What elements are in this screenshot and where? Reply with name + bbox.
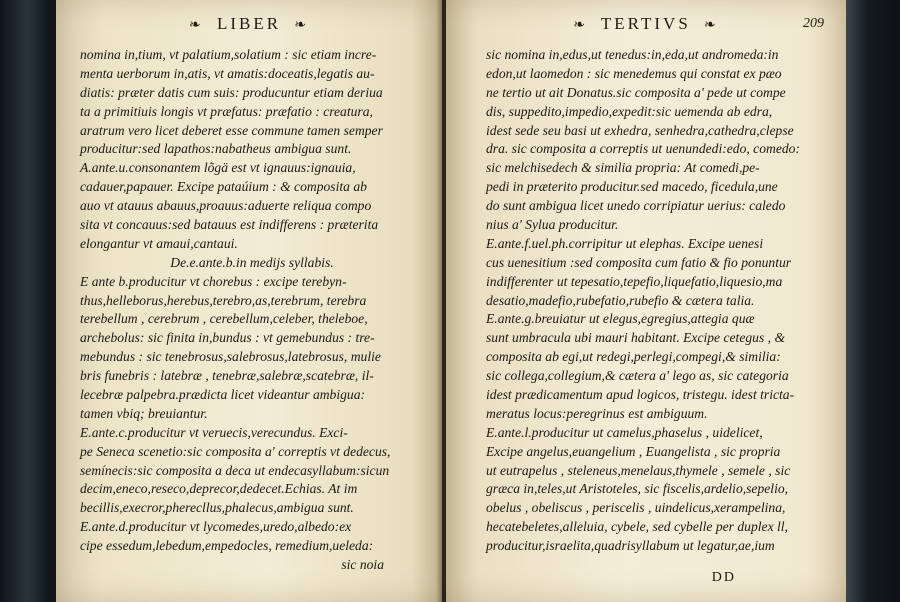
fleuron-icon: ❧ xyxy=(704,18,719,33)
text-line: ut eutrapelus , steleneus,menelaus,thymele , semele , sic xyxy=(486,462,791,478)
text-line: desatio,madefio,rubefatio,rubefio & cætera talia. xyxy=(486,292,755,308)
text-line: producitur:sed lapathos:nabatheus ambigua sunt. xyxy=(80,141,352,157)
fleuron-icon: ❧ xyxy=(294,18,310,33)
text-line: diatis: præter datis cum suis: producuntur etiam deriua xyxy=(80,84,383,100)
fleuron-icon: ❧ xyxy=(188,18,204,33)
text-line: aratrum vero licet deberet esse commune tamen semper xyxy=(80,122,383,138)
text-line: bris funebris : latebræ , tenebræ,salebræ,scatebræ, il- xyxy=(80,368,374,384)
text-line: hecatebeletes,alleluia, cybele, sed cybelle per duplex ll, xyxy=(486,519,788,535)
text-line: græca in,teles,ut Aristoteles, sic fiscelis,ardelio,sepelio, xyxy=(486,481,789,497)
text-line: cadauer,papauer. Excipe pataúium : & composita ab xyxy=(80,179,367,195)
left-page-text xyxy=(80,46,424,575)
text-line: do sunt ambigua licet unedo corripiatur uerius: caledo xyxy=(486,198,786,214)
text-line: composita ab egi,ut redegi,perlegi,compegi,& similia: xyxy=(486,349,781,365)
text-line: edon,ut laomedon : sic menedemus qui constat ex pæo xyxy=(486,65,782,81)
text-line: meratus locus:peregrinus est ambiguum. xyxy=(486,405,708,421)
text-line: sita vt concauus:sed batauus est indifferens : præterita xyxy=(80,217,379,233)
text-line: decim,eneco,reseco,deprecor,dedecet.Echias. At im xyxy=(80,481,358,497)
text-line: E.ante.g.breuiatur ut elegus,egregius,attegia quæ xyxy=(486,311,755,327)
text-line: sic collega,collegium,& cætera a' lego as, sic categoria xyxy=(486,368,789,384)
text-line: elongantur vt amaui,cantaui. xyxy=(80,235,238,251)
text-line: dis, suppedito,impedio,expedit:sic uemenda ab edra, xyxy=(486,103,773,119)
text-line: terebellum , cerebrum , cerebellum,celeber, theleboe, xyxy=(80,311,368,327)
text-line: semínecis:sic composita a deca ut endecasyllabum:sicun xyxy=(80,462,390,478)
text-line: idest sede seu basi ut exhedra, senhedra,cathedra,clepse xyxy=(486,122,794,138)
text-line: mebundus : sic tenebrosus,salebrosus,latebrosus, mulie xyxy=(80,349,381,365)
text-line: sic nomina in,edus,ut tenedus:in,eda,ut andromeda:in xyxy=(486,47,779,62)
text-line: E.ante.l.producitur ut camelus,phaselus , uidelicet, xyxy=(486,424,763,440)
text-line: archebolus: sic finita in,bundus : vt gemebundus : tre- xyxy=(80,330,375,346)
running-head-text: LIBER xyxy=(216,14,282,33)
text-line: thus,helleborus,herebus,terebro,as,terebrum, terebra xyxy=(80,292,367,308)
text-line: dra. sic composita a correptis ut uenundedi:edo, comedo: xyxy=(486,141,800,157)
text-line: Excipe angelus,euangelium , Euangelista , sic propria xyxy=(486,443,781,459)
text-line: pedi in præterito producitur.sed macedo, ficedula,une xyxy=(486,179,778,195)
text-line: producitur,israelita,quadrisyllabum ut legatur,ae,ium xyxy=(486,538,775,554)
running-head-text: TERTIVS xyxy=(600,14,691,33)
text-line: idest prædicamentum apud logicos, tristegu. idest tricta- xyxy=(486,387,795,403)
page-number: 209 xyxy=(803,16,824,31)
book-cover-edge xyxy=(846,0,900,602)
text-line: nomina in,tium, vt palatium,solatium : sic etiam incre- xyxy=(80,47,377,62)
text-line: tamen vbiq; breuiantur. xyxy=(80,405,208,421)
text-line: pe Seneca scenetio:sic composita a' correptis vt dedecus, xyxy=(80,443,391,459)
text-line: A.ante.u.consonantem lõgä est vt ignauus:ignauia, xyxy=(80,160,356,176)
text-line: E.ante.c.producitur vt veruecis,verecundus. Exci- xyxy=(80,424,348,440)
text-line: sunt umbracula ubi mauri habitant. Excipe cetegus , & xyxy=(486,330,786,346)
text-line: indifferenter ut tepesatio,tepefio,liquefatio,liquesio,ma xyxy=(486,273,783,289)
text-line: E.ante.f.uel.ph.corripitur ut elephas. Excipe uenesi xyxy=(486,235,764,251)
text-line: menta uerborum in,atis, vt amatis:doceatis,legatis au- xyxy=(80,65,375,81)
running-head-left xyxy=(56,14,442,34)
text-line: ne tertio ut ait Donatus.sic composita a' pede ut compe xyxy=(486,84,786,100)
text-line: cipe essedum,lebedum,empedocles, remedium,ueleda: xyxy=(80,538,374,554)
signature-mark: DD xyxy=(711,570,736,585)
fleuron-icon: ❧ xyxy=(573,18,588,33)
catchword: sic noia xyxy=(341,557,384,573)
text-line: E.ante.d.producitur vt lycomedes,uredo,albedo:ex xyxy=(80,519,352,535)
section-heading: De.e.ante.b.in medijs syllabis. xyxy=(170,254,334,270)
right-page xyxy=(446,0,846,602)
text-line: lecebræ palpebra.prædicta licet videantur ambigua: xyxy=(80,387,366,403)
text-line: sic melchisedech & similia propria: At comedi,pe- xyxy=(486,160,760,176)
left-page xyxy=(56,0,442,602)
right-page-text xyxy=(486,46,836,556)
text-line: cus uenesitium :sed composita cum fatio & fio ponuntur xyxy=(486,254,792,270)
text-line: ta a primitiuis longis vt præfatus: præfatio : creatura, xyxy=(80,103,373,119)
text-line: auo vt atauus abauus,proauus:aduerte reliqua compo xyxy=(80,198,372,214)
text-line: nius a' Sylua producitur. xyxy=(486,217,619,233)
text-line: obelus , obeliscus , periscelis , uindelicus,xerampelina, xyxy=(486,500,786,516)
running-head-right xyxy=(446,14,846,34)
text-line: E ante b.producitur vt chorebus : excipe terebyn- xyxy=(80,273,347,289)
text-line: becillis,execror,pherecllus,phalecus,ambigua sunt. xyxy=(80,500,354,516)
